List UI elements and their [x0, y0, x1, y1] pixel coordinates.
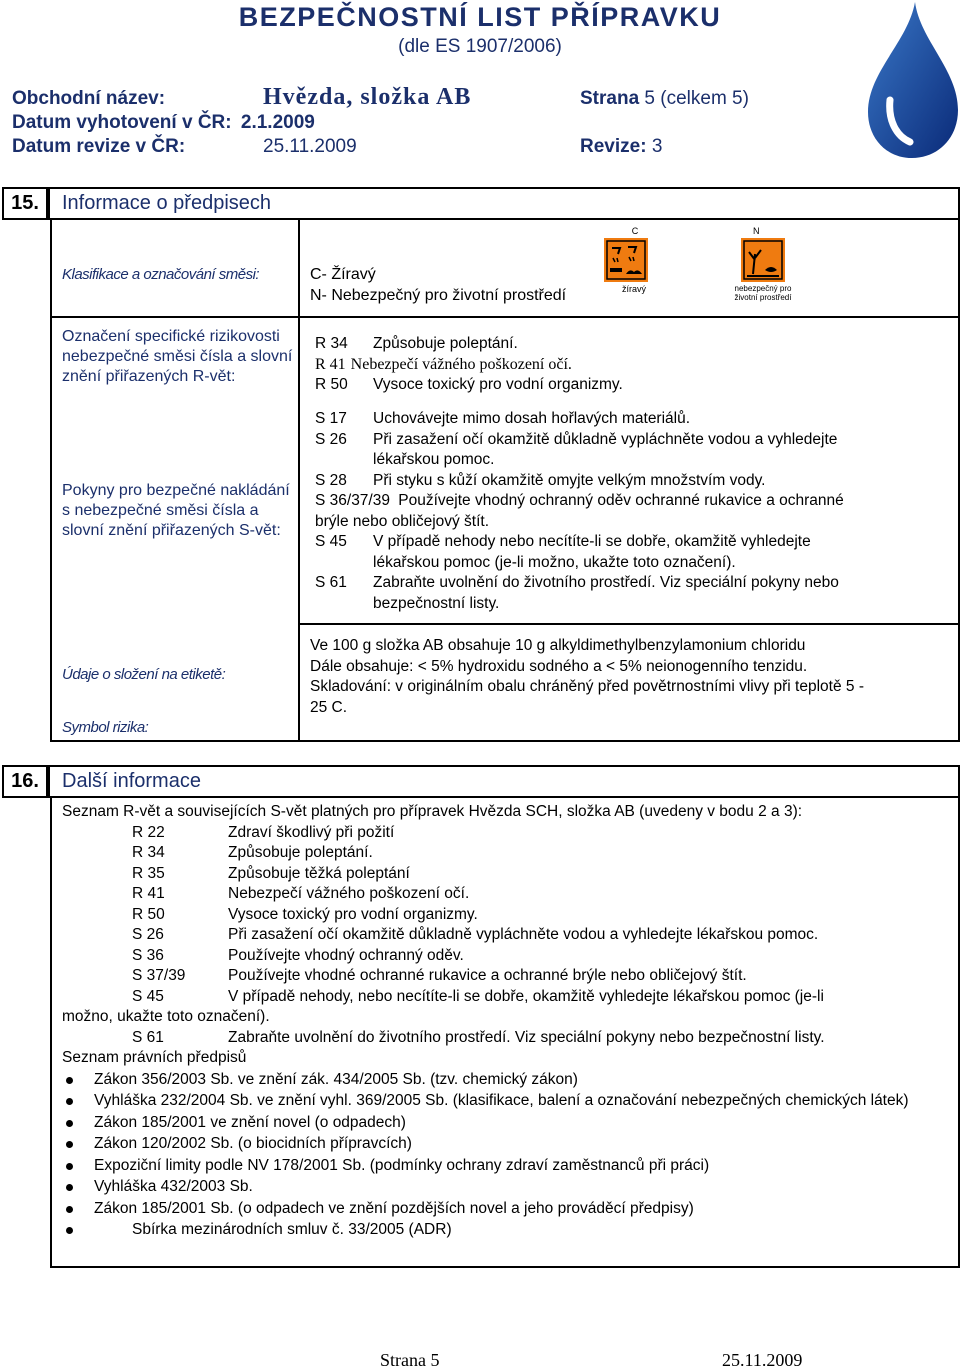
document-subtitle: (dle ES 1907/2006) [398, 36, 562, 57]
composition-text [310, 636, 955, 718]
phrase-row [62, 1028, 952, 1049]
law-item: Expoziční limity podle NV 178/2001 Sb. (podmínky ochrany zdraví zaměstnanců při práci) [62, 1155, 952, 1177]
corrosive-icon [604, 238, 648, 282]
phrase-row [132, 884, 952, 905]
hazard-caption-c: žíravý [622, 284, 647, 294]
law-item: Zákon 185/2001 ve znění novel (o odpadech) [62, 1112, 952, 1134]
page-label: Strana [580, 88, 640, 109]
s-phrase-code: S 61 [315, 574, 347, 591]
s-phrase-text: Zabraňte uvolnění do životního prostředí. Viz speciální pokyny nebo [373, 574, 839, 591]
phrase-text: Nebezpečí vážného poškození očí. [228, 885, 470, 902]
s-phrase [315, 573, 955, 594]
trade-name: Hvězda, složka AB [263, 84, 472, 110]
revision-label: Revize: [580, 136, 647, 157]
phrase-code: S 26 [132, 926, 164, 943]
phrase-row [132, 946, 952, 967]
s-phrase-code: S 17 [315, 410, 347, 427]
section-16-number: 16. [11, 770, 39, 792]
s-phrase [315, 491, 955, 512]
r-phrase [315, 355, 955, 376]
water-drop-logo [860, 0, 960, 160]
s-phrase-text: Uchovávejte mimo dosah hořlavých materiálů. [373, 410, 691, 427]
law-item: Zákon 185/2001 Sb. (o odpadech ve znění pozdějších novel a jeho prováděcí předpisy) [62, 1198, 952, 1220]
hazard-caption-n-1: nebezpečný pro [734, 284, 792, 293]
s-phrase [315, 430, 955, 451]
composition-line: Ve 100 g složka AB obsahuje 10 g alkyldimethylbenzylamonium chloridu [310, 637, 806, 654]
phrase-text: Používejte vhodné ochranné rukavice a ochranné brýle nebo obličejový štít. [228, 967, 747, 984]
phrase-text: Používejte vhodný ochranný oděv. [228, 946, 464, 964]
s-phrase-code: S 26 [315, 430, 347, 448]
laws-title: Seznam právních předpisů [62, 1049, 247, 1066]
law-item: Vyhláška 232/2004 Sb. ve znění vyhl. 369/2005 Sb. (klasifikace, balení a označování nebezpečných chemických látek) [62, 1090, 952, 1112]
composition-line: Dále obsahuje: < 5% hydroxidu sodného a < 5% neionogenního tenzidu. [310, 657, 808, 675]
s-phrase-cont: lékařskou pomoc. [373, 451, 495, 468]
page-value: 5 (celkem 5) [644, 88, 749, 109]
revision-info [580, 136, 662, 158]
hazard-symbol-corrosive [604, 226, 666, 294]
law-item: Sbírka mezinárodních smluv č. 33/2005 (ADR) [62, 1219, 952, 1241]
r-phrase-text: Nebezpečí vážného poškození očí. [350, 355, 572, 373]
composition-label: Údaje o složení na etiketě: [62, 666, 226, 683]
issue-date: 2.1.2009 [240, 112, 315, 133]
section-15-title: Informace o předpisech [62, 192, 272, 214]
phrase-text: Způsobuje těžká poleptání [228, 864, 410, 882]
phrase-code: R 41 [132, 885, 165, 902]
symbol-label: Symbol rizika: [62, 719, 149, 736]
composition-line: Skladování: v originálním obalu chráněný před povětrnostními vlivy při teplotě 5 - [310, 678, 864, 695]
phrase-code: S 45 [132, 987, 164, 1005]
section-15-number: 15. [11, 192, 39, 214]
r-phrase [315, 334, 955, 355]
s-phrase [315, 409, 955, 430]
revision-value: 3 [651, 136, 663, 157]
classification-lines [310, 264, 566, 306]
phrase-row [132, 925, 952, 946]
issue-date-row [12, 112, 315, 134]
phrase-text: Vysoce toxický pro vodní organizmy. [228, 905, 478, 923]
phrase-row [132, 966, 952, 987]
revision-date-label: Datum revize v ČR: [12, 136, 186, 157]
r-phrases-list [315, 334, 955, 396]
hazard-caption-n-2: životní prostředí [734, 293, 792, 302]
phrase-text: Způsobuje poleptání. [228, 844, 373, 861]
phrase-code: R 34 [132, 844, 165, 861]
section-16-content [62, 802, 952, 1241]
r-phrase-text: Způsobuje poleptání. [373, 335, 518, 352]
row-divider [50, 316, 960, 318]
r-phrase-code: R 34 [315, 335, 348, 352]
s-phrase-cont: bezpečnostní listy. [373, 594, 500, 612]
law-item: Vyhláška 432/2003 Sb. [62, 1176, 952, 1198]
r-phrase-code: R 50 [315, 376, 348, 393]
r-phrase-text: Vysoce toxický pro vodní organizmy. [373, 376, 623, 393]
row-divider-2 [298, 623, 960, 625]
laws-list [62, 1069, 952, 1241]
phrase-code: S 36 [132, 946, 164, 964]
r-phrase [315, 375, 955, 396]
environment-icon [741, 238, 785, 282]
column-divider [298, 220, 300, 742]
s-phrase-code: S 36/37/39 [315, 492, 390, 509]
r-phrase-code: R 41 [315, 355, 346, 373]
s-phrases-list [315, 409, 955, 614]
issue-date-label: Datum vyhotovení v ČR: [12, 112, 232, 133]
phrase-row [132, 905, 952, 926]
hazard-letter-c: C [631, 226, 639, 236]
s-phrase-text: Při styku s kůží okamžitě omyjte velkým množstvím vody. [373, 471, 766, 489]
phrase-list [62, 823, 952, 1008]
s-phrase-text: V případě nehody nebo necítíte-li se dobře, okamžitě vyhledejte [373, 533, 811, 550]
document-title: BEZPEČNOSTNÍ LIST PŘÍPRAVKU [238, 2, 722, 32]
law-item: Zákon 120/2002 Sb. (o biocidních přípravcích) [62, 1133, 952, 1155]
phrase-row [132, 843, 952, 864]
page-info [580, 88, 749, 110]
section-16-title: Další informace [62, 770, 201, 792]
phrase-text: Při zasažení očí okamžitě důkladně vypláchněte vodou a vyhledejte lékařskou pomoc. [228, 926, 819, 943]
s-phrase-cont: brýle nebo obličejový štít. [315, 512, 490, 530]
footer-date: 25.11.2009 [722, 1350, 803, 1370]
s-phrase [315, 471, 955, 492]
hazard-symbol-environment [733, 226, 793, 302]
footer-page: Strana 5 [380, 1350, 440, 1370]
phrase-code: S 61 [132, 1028, 164, 1046]
classification-line: N- Nebezpečný pro životní prostředí [310, 287, 567, 304]
s-phrase-text: Při zasažení očí okamžitě důkladně vypláchněte vodou a vyhledejte [373, 430, 838, 448]
r-phrases-label: Označení specifické rizikovosti nebezpečné směsi čísla a slovní znění přiřazených R-vět: [62, 328, 293, 385]
phrase-row [132, 823, 952, 844]
phrase-text: Zdraví škodlivý při požití [228, 823, 395, 841]
phrase-code: S 37/39 [132, 967, 186, 984]
phrase-row [132, 864, 952, 885]
law-item: Zákon 356/2003 Sb. ve znění zák. 434/2005 Sb. (tzv. chemický zákon) [62, 1069, 952, 1091]
s-phrase [315, 532, 955, 553]
s-phrase-code: S 28 [315, 471, 347, 489]
phrase-s45-cont: možno, ukažte toto označení). [62, 1008, 270, 1025]
phrase-code: R 22 [132, 823, 165, 841]
composition-line: 25 C. [310, 698, 348, 716]
hazard-letter-n: N [753, 226, 760, 236]
classification-label: Klasifikace a označování směsi: [62, 266, 260, 283]
phrase-code: R 35 [132, 864, 165, 882]
s-phrases-label: Pokyny pro bezpečné nakládání s nebezpečné směsi čísla a slovní znění přiřazených S-vět: [62, 482, 290, 539]
phrase-text: V případě nehody, nebo necítíte-li se dobře, okamžitě vyhledejte lékařskou pomoc (je-li [228, 987, 824, 1005]
revision-date: 25.11.2009 [263, 136, 357, 157]
s-phrase-cont: lékařskou pomoc (je-li možno, ukažte toto označení). [373, 553, 736, 571]
phrase-code: R 50 [132, 905, 165, 923]
s-phrase-text: Používejte vhodný ochranný oděv ochranné rukavice a ochranné [398, 492, 844, 509]
phrase-row [132, 987, 952, 1008]
phrases-intro: Seznam R-vět a souvisejících S-vět platných pro přípravek Hvězda SCH, složka AB (uvedeny v bodu 2 a 3): [62, 803, 803, 820]
s-phrase-code: S 45 [315, 533, 347, 550]
classification-line: C- Žíravý [310, 266, 376, 283]
trade-name-label: Obchodní název: [12, 88, 166, 109]
phrase-text: Zabraňte uvolnění do životního prostředí. Viz speciální pokyny nebo bezpečnostní listy. [228, 1028, 825, 1046]
